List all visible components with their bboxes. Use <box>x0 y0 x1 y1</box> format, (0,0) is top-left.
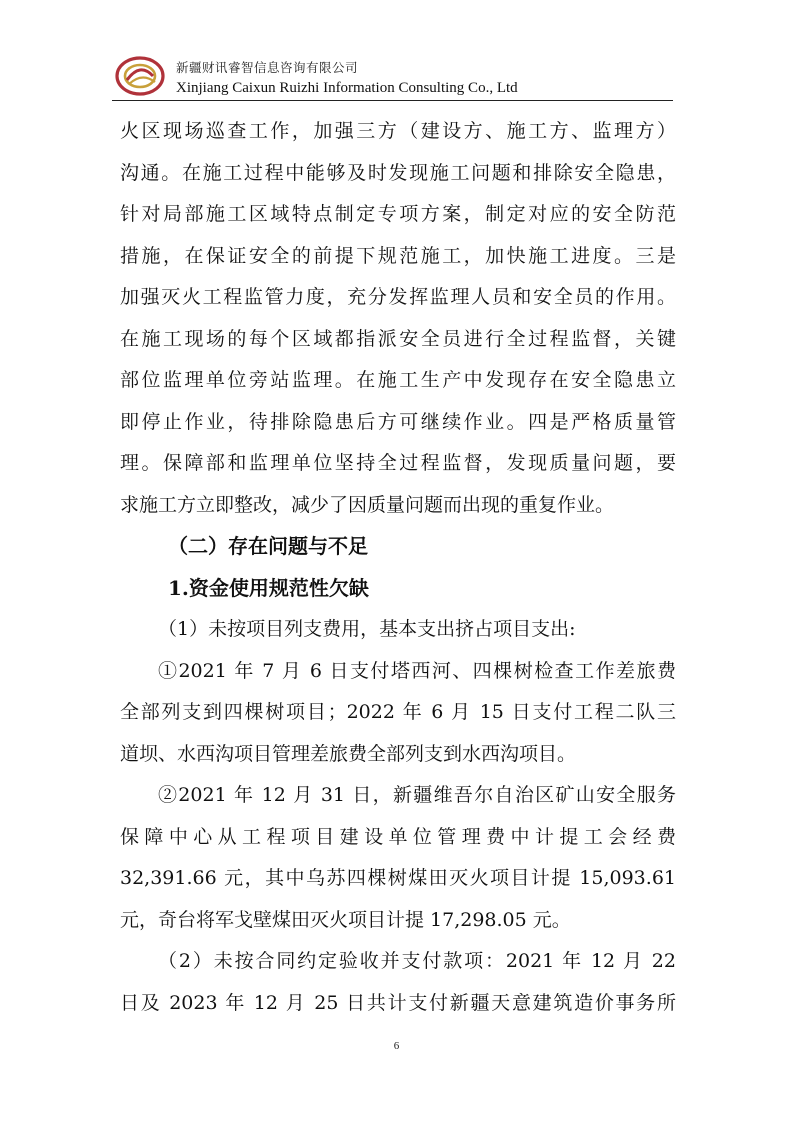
text-line: 针对局部施工区域特点制定专项方案，制定对应的安全防范 <box>120 203 676 225</box>
text-line: ①2021 年 7 月 6 日支付塔西河、四棵树检查工作差旅费 <box>158 659 676 682</box>
subsection-heading: 1.资金使用规范性欠缺 <box>168 575 369 600</box>
text-line: 沟通。在施工过程中能够及时发现施工问题和排除安全隐患， <box>120 161 676 184</box>
text-line: 元，奇台将军戈壁煤田灭火项目计提 17,298.05 元。 <box>120 908 571 931</box>
company-name-chinese: 新疆财讯睿智信息咨询有限公司 <box>176 60 359 75</box>
company-name-english: Xinjiang Caixun Ruizhi Information Consulting Co., Ltd <box>176 80 518 96</box>
text-line: 保障中心从工程项目建设单位管理费中计提工会经费 <box>120 825 676 848</box>
text-line: 32,391.66 元，其中乌苏四棵树煤田灭火项目计提 15,093.61 <box>120 867 676 889</box>
document-body <box>120 111 676 1024</box>
header-divider <box>112 100 673 101</box>
text-line: 道坝、水西沟项目管理差旅费全部列支到水西沟项目。 <box>120 742 577 765</box>
text-line: 即停止作业，待排除隐患后方可继续作业。四是严格质量管 <box>120 410 676 433</box>
text-line: （2）未按合同约定验收并支付款项：2021 年 12 月 22 <box>158 950 676 972</box>
text-line: 理。保障部和监理单位坚持全过程监督，发现质量问题，要 <box>120 452 676 474</box>
page-header <box>112 52 672 104</box>
text-line: 措施，在保证安全的前提下规范施工，加快施工进度。三是 <box>120 244 676 267</box>
text-line: 求施工方立即整改，减少了因质量问题而出现的重复作业。 <box>120 493 615 516</box>
text-line: 火区现场巡查工作，加强三方（建设方、施工方、监理方） <box>120 120 676 142</box>
text-line: 日及 2023 年 12 月 25 日共计支付新疆天意建筑造价事务所 <box>120 991 676 1014</box>
section-heading: （二）存在问题与不足 <box>168 534 368 558</box>
text-line: 部位监理单位旁站监理。在施工生产中发现存在安全隐患立 <box>120 369 676 391</box>
text-line: 加强灭火工程监管力度，充分发挥监理人员和安全员的作用。 <box>120 286 676 308</box>
text-line: 在施工现场的每个区域都指派安全员进行全过程监督，关键 <box>120 327 676 350</box>
company-logo-icon <box>114 54 166 98</box>
page-number: 6 <box>393 1040 400 1052</box>
text-line: （1）未按项目列支费用，基本支出挤占项目支出: <box>158 618 576 640</box>
text-line: ②2021 年 12 月 31 日，新疆维吾尔自治区矿山安全服务 <box>158 784 676 806</box>
text-line: 全部列支到四棵树项目；2022 年 6 月 15 日支付工程二队三 <box>120 701 676 723</box>
